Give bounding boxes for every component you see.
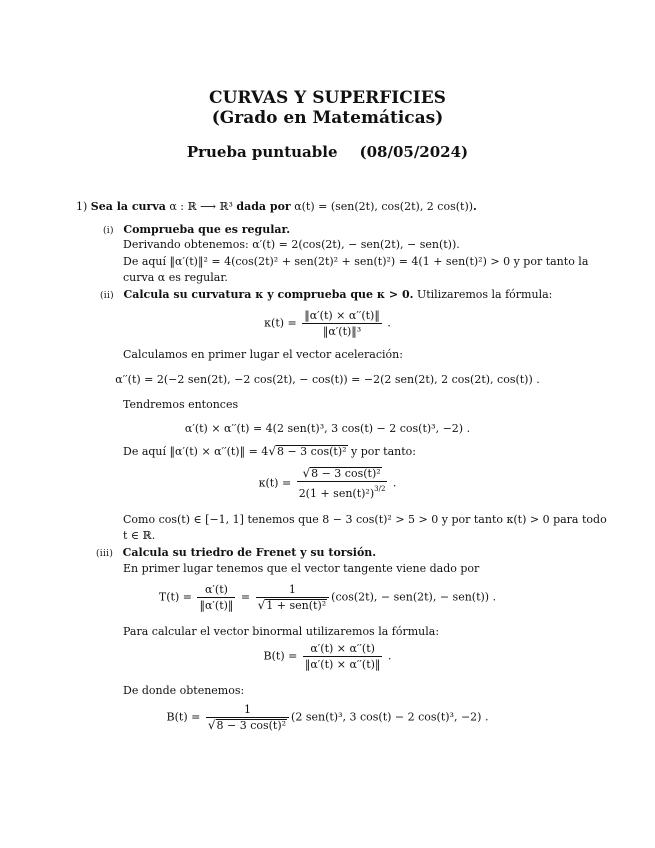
part-1-heading: Comprueba que es regular.	[123, 223, 291, 236]
part-2-heading: Calcula su curvatura κ y comprueba que κ > 0.	[123, 288, 414, 301]
exam-name: Prueba puntuable	[186, 143, 338, 161]
binormal-formula-denominator: ‖α′(t) × α′′(t)‖	[304, 658, 381, 671]
binormal-result	[0, 703, 655, 732]
curvature-result-lhs: κ(t) =	[258, 476, 292, 490]
tangent-fraction-2-numerator: 1	[256, 583, 330, 598]
document-subtitle: (Grado en Matemáticas)	[211, 108, 444, 128]
binormal-formula-lhs: B(t) =	[263, 649, 298, 663]
part-2-label: (ii)	[100, 291, 114, 301]
exam-date: (08/05/2024)	[359, 143, 469, 161]
problem-statement	[76, 200, 477, 213]
tangent-vector: (cos(2t), − sen(2t), − sen(t)) .	[331, 590, 497, 604]
part-1-line-3: curva α es regular.	[123, 271, 228, 284]
binormal-formula: B(t) = $\frac{\alpha'(t) \times \alpha''(t)}{‖\alpha'(t) \times \alpha''(t)‖}$ .	[263, 642, 392, 671]
curvature-result: κ(t) = $\frac{\text{√8 − 3 cos(t)²}}{2(1 + sen(t)^2)^{3/2}}$ .	[258, 466, 397, 500]
norm-text: De aquí ‖α′(t) × α′′(t)‖ = 4	[123, 445, 269, 458]
binormal-result-vector: (2 sen(t)³, 3 cos(t) − 2 cos(t)³, −2) .	[291, 710, 489, 724]
binormal-result-numerator: 1	[206, 703, 289, 718]
part-2-header	[100, 288, 552, 303]
then-text: Tendremos entonces	[123, 398, 239, 411]
conclusion-line-2: t ∈ ℝ.	[123, 529, 156, 542]
tangent-fraction-2-denominator: 1 + sen(t)²	[266, 599, 327, 612]
statement-math-b: α(t) = (sen(2t), cos(2t), 2 cos(t))	[290, 200, 474, 213]
tangent-fraction-1-numerator: α′(t)	[197, 583, 235, 598]
part-3-heading: Calcula su triedro de Frenet y su torsión.	[122, 546, 377, 559]
statement-part-a: Sea la curva	[90, 200, 166, 213]
part-1-label: (i)	[103, 226, 114, 236]
document-title: CURVAS Y SUPERFICIES	[209, 88, 446, 108]
curvature-formula-numerator: ‖α′(t) × α′′(t)‖	[304, 309, 380, 322]
curvature-result-fraction: $\frac{\text{√8 − 3 cos(t)²}}{2(1 + sen(t)^2)^{3/2}}$	[298, 466, 386, 500]
cross-product-equation: α′(t) × α′′(t) = 4(2 sen(t)³, 3 cos(t) − 2 cos(t)³, −2) .	[184, 422, 471, 435]
norm-line: De aquí ‖α′(t) × α′′(t)‖ = 4√8 − 3 cos(t)² y por tanto:	[123, 444, 416, 458]
curvature-result-numerator: 8 − 3 cos(t)²	[311, 467, 381, 480]
curvature-result-denominator: 2(1 + sen(t)²)	[298, 487, 375, 500]
statement-end: .	[473, 200, 477, 213]
part-3-header	[96, 546, 376, 561]
tangent-fraction-1-denominator: ‖α′(t)‖	[199, 599, 234, 612]
tangent-equation: T(t) = $\frac{\alpha'(t)}{‖\alpha'(t)‖}$ = $\frac{1}{\text{√1 + sen(t)²}}$ (cos(2t), − sen(2t), − sen(t)) .	[158, 583, 497, 612]
exam-line	[0, 142, 655, 162]
acceleration-intro: Calculamos en primer lugar el vector aceleración:	[123, 348, 403, 361]
statement-math-a: α : ℝ ⟶ ℝ³	[165, 200, 237, 213]
part-1-header	[103, 223, 290, 238]
tangent-lhs: T(t) =	[158, 590, 192, 604]
from-text: De donde obtenemos:	[123, 684, 245, 697]
binormal-result-fraction: $\frac{1}{\text{√8 − 3 cos(t)²}}$	[206, 703, 289, 732]
curvature-result-exponent: 3/2	[374, 485, 386, 493]
conclusion-line-1: Como cos(t) ∈ [−1, 1] tenemos que 8 − 3 cos(t)² > 5 > 0 y por tanto κ(t) > 0 para todo	[123, 513, 607, 526]
binormal-formula-fraction	[303, 642, 383, 671]
binormal-formula-numerator: α′(t) × α′′(t)	[303, 642, 383, 657]
part-1-line-2: De aquí ‖α′(t)‖² = 4(cos(2t)² + sen(2t)² + sen(t)²) = 4(1 + sen(t)²) > 0 y por tanto la	[123, 255, 589, 268]
tangent-intro: En primer lugar tenemos que el vector tangente viene dado por	[123, 562, 480, 575]
problem-number: 1)	[76, 200, 88, 213]
tangent-fraction-1	[197, 583, 235, 612]
acceleration-equation: α′′(t) = 2(−2 sen(2t), −2 cos(2t), − cos(t)) = −2(2 sen(2t), 2 cos(2t), cos(t)) .	[115, 373, 540, 386]
curvature-formula-fraction	[302, 309, 382, 338]
binormal-intro: Para calcular el vector binormal utilizaremos la fórmula:	[123, 625, 440, 638]
curvature-formula-lhs: κ(t) =	[264, 316, 297, 330]
norm-radicand: 8 − 3 cos(t)²	[276, 445, 347, 458]
tangent-fraction-2: $\frac{1}{\text{√1 + sen(t)²}}$	[256, 583, 330, 612]
curvature-formula-denominator: ‖α′(t)‖³	[322, 325, 362, 338]
part-3-label: (iii)	[96, 549, 114, 559]
part-1-line-1: Derivando obtenemos: α′(t) = 2(cos(2t), − sen(2t), − sen(t)).	[123, 238, 460, 251]
statement-part-b: dada por	[236, 200, 291, 213]
norm-tail: y por tanto:	[351, 445, 416, 458]
binormal-result-denominator: 8 − 3 cos(t)²	[216, 719, 287, 732]
part-2-heading-tail: Utilizaremos la fórmula:	[416, 288, 553, 301]
curvature-formula: κ(t) = $\frac{‖\alpha'(t) \times \alpha''(t)‖}{\text{‖α′(t)‖³}}$ .	[264, 309, 391, 338]
binormal-result-lhs: B(t) =	[166, 710, 201, 724]
